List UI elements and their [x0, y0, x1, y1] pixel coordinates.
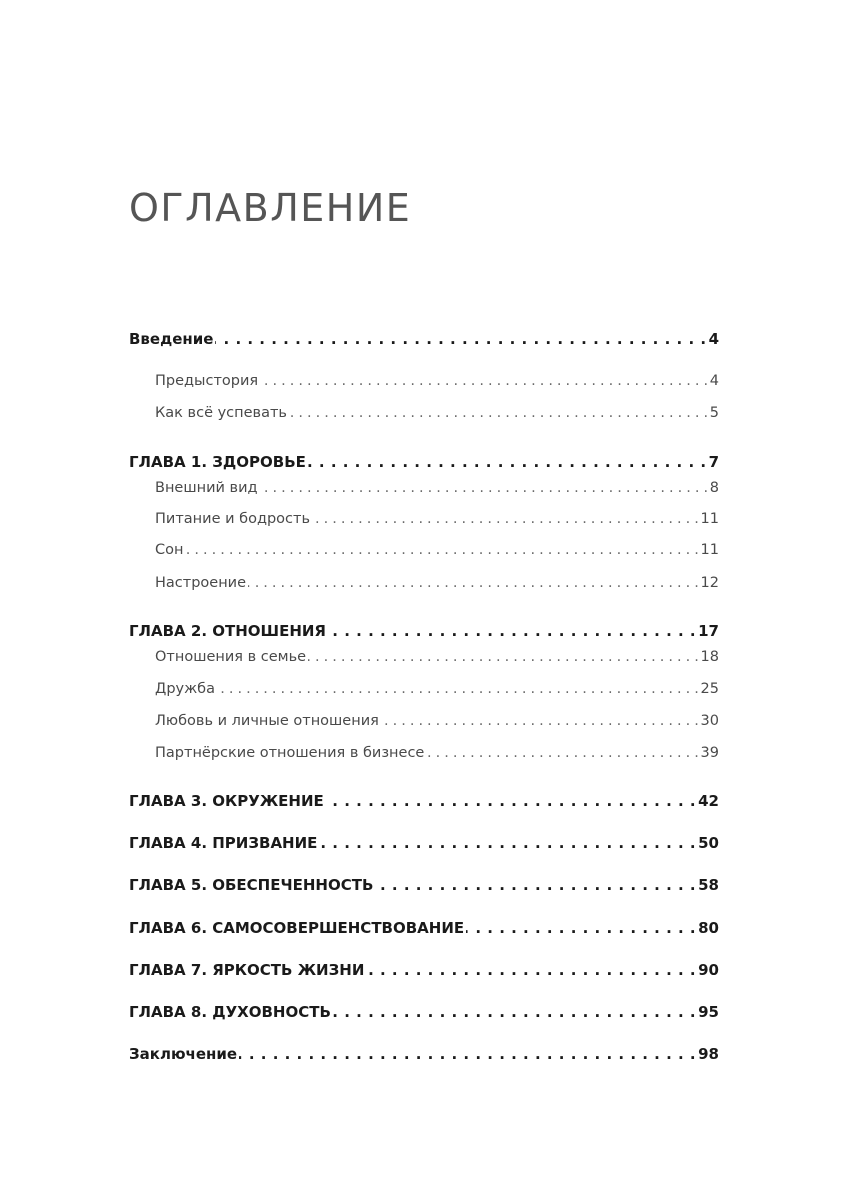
toc-entry-introduction[interactable] — [129, 330, 719, 348]
toc-entry-chapter-3[interactable] — [129, 792, 719, 810]
toc-page-number: 11 — [700, 542, 719, 558]
toc-page-number: 8 — [709, 480, 719, 496]
toc-leader-dots — [308, 649, 698, 665]
toc-leader-dots — [289, 405, 708, 421]
toc-page-number: 11 — [700, 511, 719, 527]
toc-entry-how-to-manage[interactable] — [155, 405, 719, 421]
toc-page-number: 17 — [698, 622, 719, 640]
toc-entry-chapter-6[interactable] — [129, 919, 719, 937]
toc-page-number: 39 — [700, 745, 719, 761]
page-title: ОГЛАВЛЕНИЕ — [129, 186, 412, 230]
toc-page-number: 58 — [698, 876, 719, 894]
toc-leader-dots — [185, 542, 698, 558]
toc-leader-dots — [326, 792, 696, 810]
toc-entry-label: Дружба — [155, 681, 216, 697]
toc-entry-label: Введение — [129, 330, 214, 348]
toc-entry-chapter-8[interactable] — [129, 1003, 719, 1021]
toc-page-number: 5 — [709, 405, 719, 421]
toc-leader-dots — [239, 1045, 696, 1063]
toc-entry-label: Сон — [155, 542, 184, 558]
toc-entry-label: ГЛАВА 1. ЗДОРОВЬЕ — [129, 453, 306, 471]
toc-entry-label: Заключение — [129, 1045, 238, 1063]
toc-leader-dots — [466, 919, 696, 937]
toc-page-number: 80 — [698, 919, 719, 937]
toc-entry-label: ГЛАВА 6. САМОСОВЕРШЕНСТВОВАНИЕ — [129, 919, 465, 937]
toc-page-number: 25 — [700, 681, 719, 697]
toc-entry-label: Предыстория — [155, 373, 259, 389]
toc-page-number: 4 — [709, 373, 719, 389]
toc-entry-sleep[interactable] — [155, 542, 719, 558]
toc-leader-dots — [328, 622, 696, 640]
toc-page-number: 42 — [698, 792, 719, 810]
toc-leader-dots — [308, 453, 707, 471]
toc-entry-label: Внешний вид — [155, 480, 258, 496]
toc-entry-label: ГЛАВА 5. ОБЕСПЕЧЕННОСТЬ — [129, 876, 374, 894]
toc-entry-label: ГЛАВА 7. ЯРКОСТЬ ЖИЗНИ — [129, 961, 365, 979]
toc-entry-chapter-5[interactable] — [129, 876, 719, 894]
toc-leader-dots — [366, 961, 696, 979]
toc-entry-friendship[interactable] — [155, 681, 719, 697]
toc-entry-chapter-7[interactable] — [129, 961, 719, 979]
toc-entry-label: Питание и бодрость — [155, 511, 311, 527]
toc-leader-dots — [217, 681, 699, 697]
toc-entry-mood[interactable] — [155, 575, 719, 591]
toc-entry-prehistory[interactable] — [155, 373, 719, 389]
toc-entry-label: Любовь и личные отношения — [155, 713, 379, 729]
toc-entry-label: ГЛАВА 8. ДУХОВНОСТЬ — [129, 1003, 331, 1021]
toc-entry-chapter-1[interactable] — [129, 453, 719, 471]
toc-leader-dots — [312, 511, 699, 527]
toc-entry-label: ГЛАВА 4. ПРИЗВАНИЕ — [129, 834, 318, 852]
toc-entry-label: Партнёрские отношения в бизнесе — [155, 745, 425, 761]
toc-page-number: 18 — [700, 649, 719, 665]
toc-page-number: 4 — [708, 330, 719, 348]
toc-leader-dots — [260, 480, 708, 496]
toc-leader-dots — [319, 834, 696, 852]
toc-page-number: 7 — [708, 453, 719, 471]
toc-leader-dots — [260, 373, 708, 389]
toc-leader-dots — [426, 745, 698, 761]
toc-leader-dots — [333, 1003, 696, 1021]
toc-entry-chapter-4[interactable] — [129, 834, 719, 852]
toc-entry-label: Отношения в семье — [155, 649, 307, 665]
toc-entry-business[interactable] — [155, 745, 719, 761]
toc-page-number: 95 — [698, 1003, 719, 1021]
toc-entry-label: Настроение — [155, 575, 247, 591]
toc-entry-nutrition[interactable] — [155, 511, 719, 527]
toc-entry-label: Как всё успевать — [155, 405, 287, 421]
toc-entry-conclusion[interactable] — [129, 1045, 719, 1063]
toc-leader-dots — [375, 876, 696, 894]
table-of-contents — [129, 0, 719, 1200]
toc-leader-dots — [248, 575, 699, 591]
toc-leader-dots — [215, 330, 706, 348]
toc-page-number: 90 — [698, 961, 719, 979]
toc-entry-chapter-2[interactable] — [129, 622, 719, 640]
toc-page-number: 30 — [700, 713, 719, 729]
toc-entry-love[interactable] — [155, 713, 719, 729]
toc-entry-family[interactable] — [155, 649, 719, 665]
toc-leader-dots — [381, 713, 699, 729]
toc-page-number: 50 — [698, 834, 719, 852]
toc-entry-appearance[interactable] — [155, 480, 719, 496]
toc-page-number: 98 — [698, 1045, 719, 1063]
toc-entry-label: ГЛАВА 2. ОТНОШЕНИЯ — [129, 622, 326, 640]
toc-page-number: 12 — [700, 575, 719, 591]
toc-entry-label: ГЛАВА 3. ОКРУЖЕНИЕ — [129, 792, 324, 810]
